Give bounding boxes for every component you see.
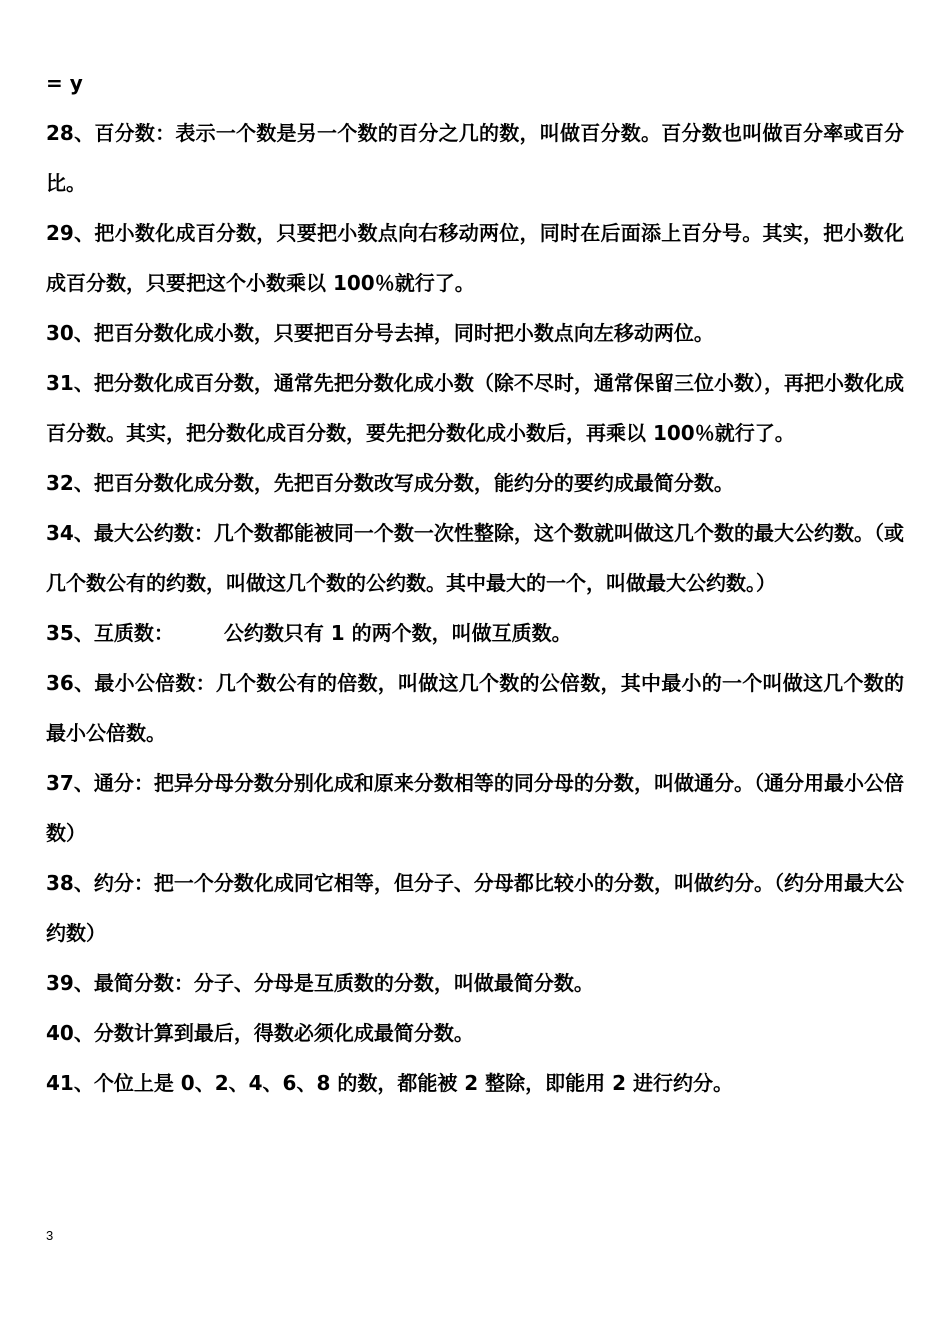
paragraph-39: 39、最简分数：分子、分母是互质数的分数，叫做最简分数。 <box>46 971 594 995</box>
paragraph-40: 40、分数计算到最后，得数必须化成最简分数。 <box>46 1021 474 1045</box>
page-content <box>46 58 904 1108</box>
paragraph-30: 30、把百分数化成小数，只要把百分号去掉，同时把小数点向左移动两位。 <box>46 321 714 345</box>
paragraph-32: 32、把百分数化成分数，先把百分数改写成分数，能约分的要约成最简分数。 <box>46 471 734 495</box>
paragraph-28: 28、百分数：表示一个数是另一个数的百分之几的数，叫做百分数。百分数也叫做百分率或百分比。 <box>46 121 904 195</box>
page-number: 3 <box>46 1228 54 1243</box>
paragraph-29: 29、把小数化成百分数，只要把小数点向右移动两位，同时在后面添上百分号。其实，把小数化成百分数，只要把这个小数乘以 100％就行了。 <box>46 221 904 295</box>
paragraph-36: 36、最小公倍数：几个数公有的倍数，叫做这几个数的公倍数，其中最小的一个叫做这几个数的最小公倍数。 <box>46 671 904 745</box>
paragraph-41: 41、个位上是 0、2、4、6、8 的数，都能被 2 整除，即能用 2 进行约分。 <box>46 1071 734 1095</box>
paragraph-31: 31、把分数化成百分数，通常先把分数化成小数（除不尽时，通常保留三位小数），再把小数化成百分数。其实，把分数化成百分数，要先把分数化成小数后，再乘以 100％就行了。 <box>46 371 904 445</box>
paragraph-38: 38、约分：把一个分数化成同它相等，但分子、分母都比较小的分数，叫做约分。（约分用最大公约数） <box>46 871 904 945</box>
paragraph-37: 37、通分：把异分母分数分别化成和原来分数相等的同分母的分数，叫做通分。（通分用最小公倍数） <box>46 771 904 845</box>
paragraph-35: 35、互质数： 公约数只有 1 的两个数，叫做互质数。 <box>46 621 572 645</box>
paragraph-34: 34、最大公约数：几个数都能被同一个数一次性整除，这个数就叫做这几个数的最大公约数。（或几个数公有的约数，叫做这几个数的公约数。其中最大的一个，叫做最大公约数。） <box>46 521 904 595</box>
paragraph-equation-tail: = y <box>46 71 83 95</box>
